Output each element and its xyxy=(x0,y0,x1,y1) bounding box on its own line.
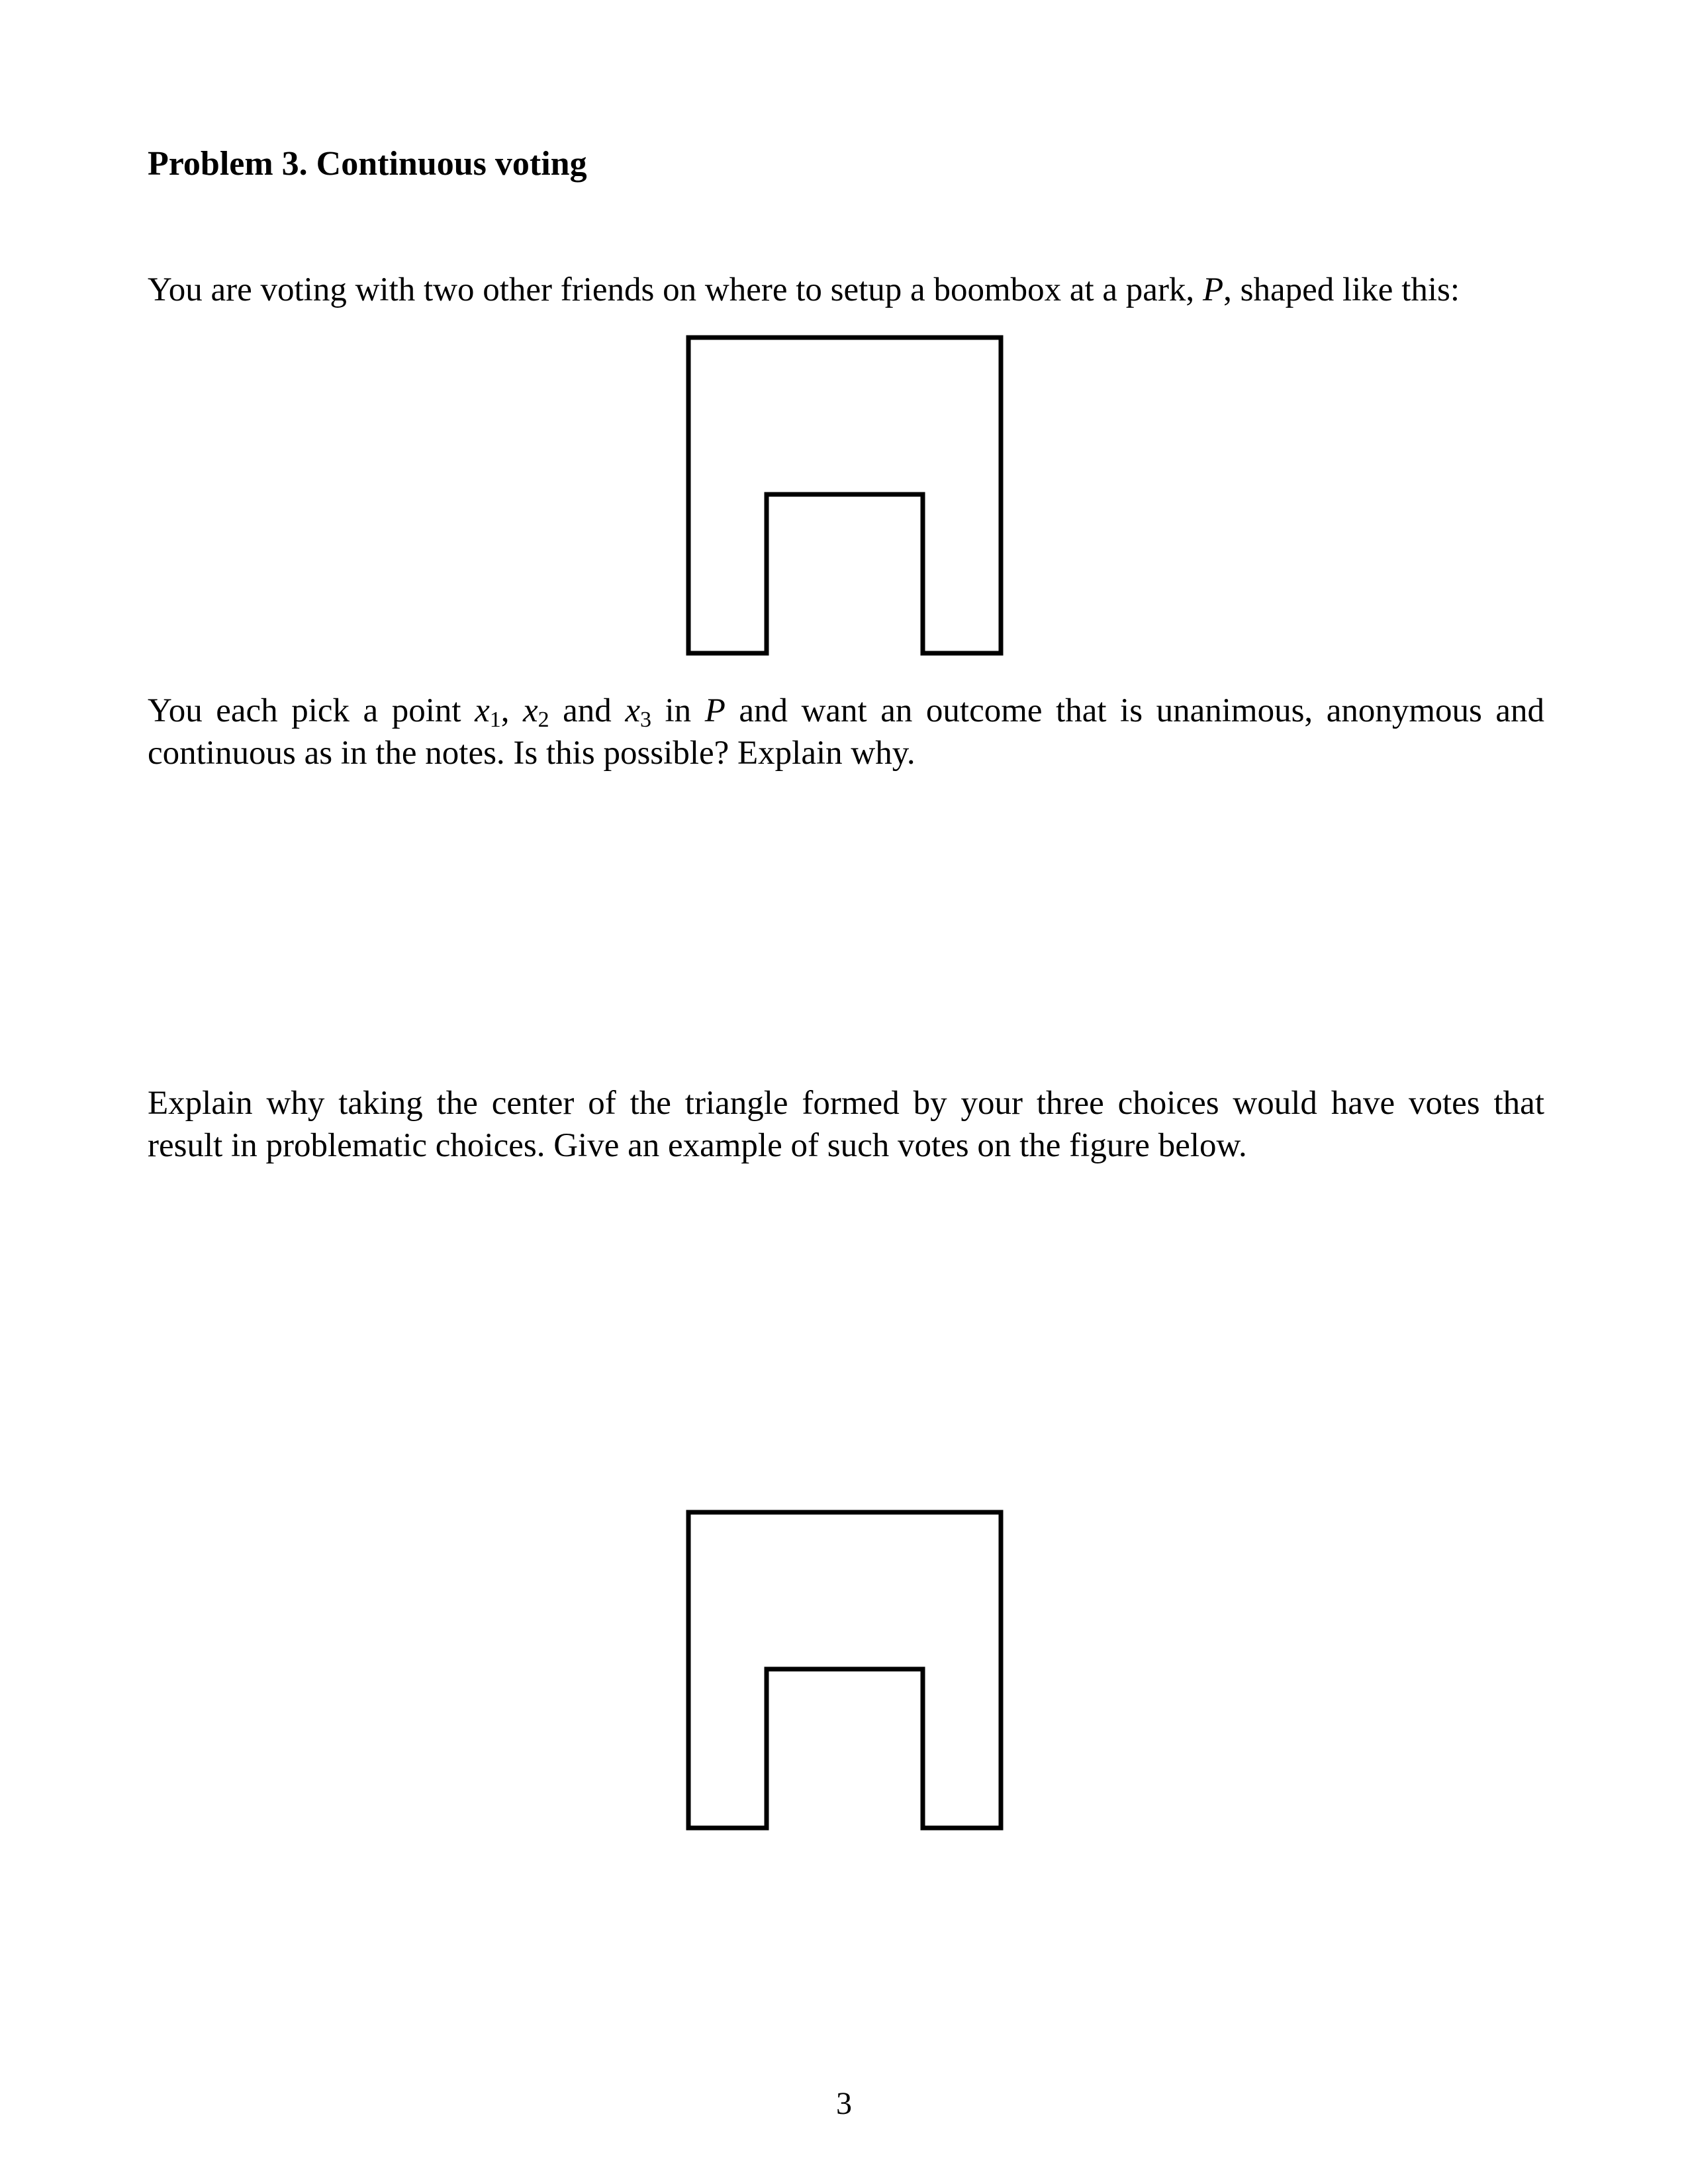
intro-paragraph xyxy=(148,269,1544,311)
question2-paragraph xyxy=(148,1082,1544,1167)
x2-symbol: x xyxy=(523,692,538,729)
question2-line1: Explain why taking the center of the triangle formed by your three choices would have votes that xyxy=(148,1085,1544,1122)
intro-text-end: , shaped like this: xyxy=(1223,271,1460,308)
x3-symbol: x xyxy=(625,692,640,729)
question1-line1: You each pick a point $x_1$, $x_2$ and $x_3$ in P and want an outcome that is unanimous, anonymous and xyxy=(148,692,1545,732)
park-figure-bottom xyxy=(682,1509,1006,1833)
park-symbol: P xyxy=(1202,271,1224,308)
question2-line2: result in problematic choices. Give an example of such votes on the figure below. xyxy=(148,1127,1247,1164)
x1-symbol: x xyxy=(475,692,490,729)
question1-line2: continuous as in the notes. Is this possible? Explain why. xyxy=(148,735,915,772)
park-symbol: P xyxy=(704,692,726,729)
park-shape-outline xyxy=(682,334,1006,659)
intro-text: You are voting with two other friends on where to setup a boombox at a park, xyxy=(148,271,1203,308)
park-figure-top xyxy=(682,334,1006,659)
question1-paragraph xyxy=(148,690,1544,774)
problem-heading: Problem 3. Continuous voting xyxy=(148,145,587,183)
park-shape-outline xyxy=(682,1509,1006,1833)
page-number: 3 xyxy=(836,2086,852,2121)
